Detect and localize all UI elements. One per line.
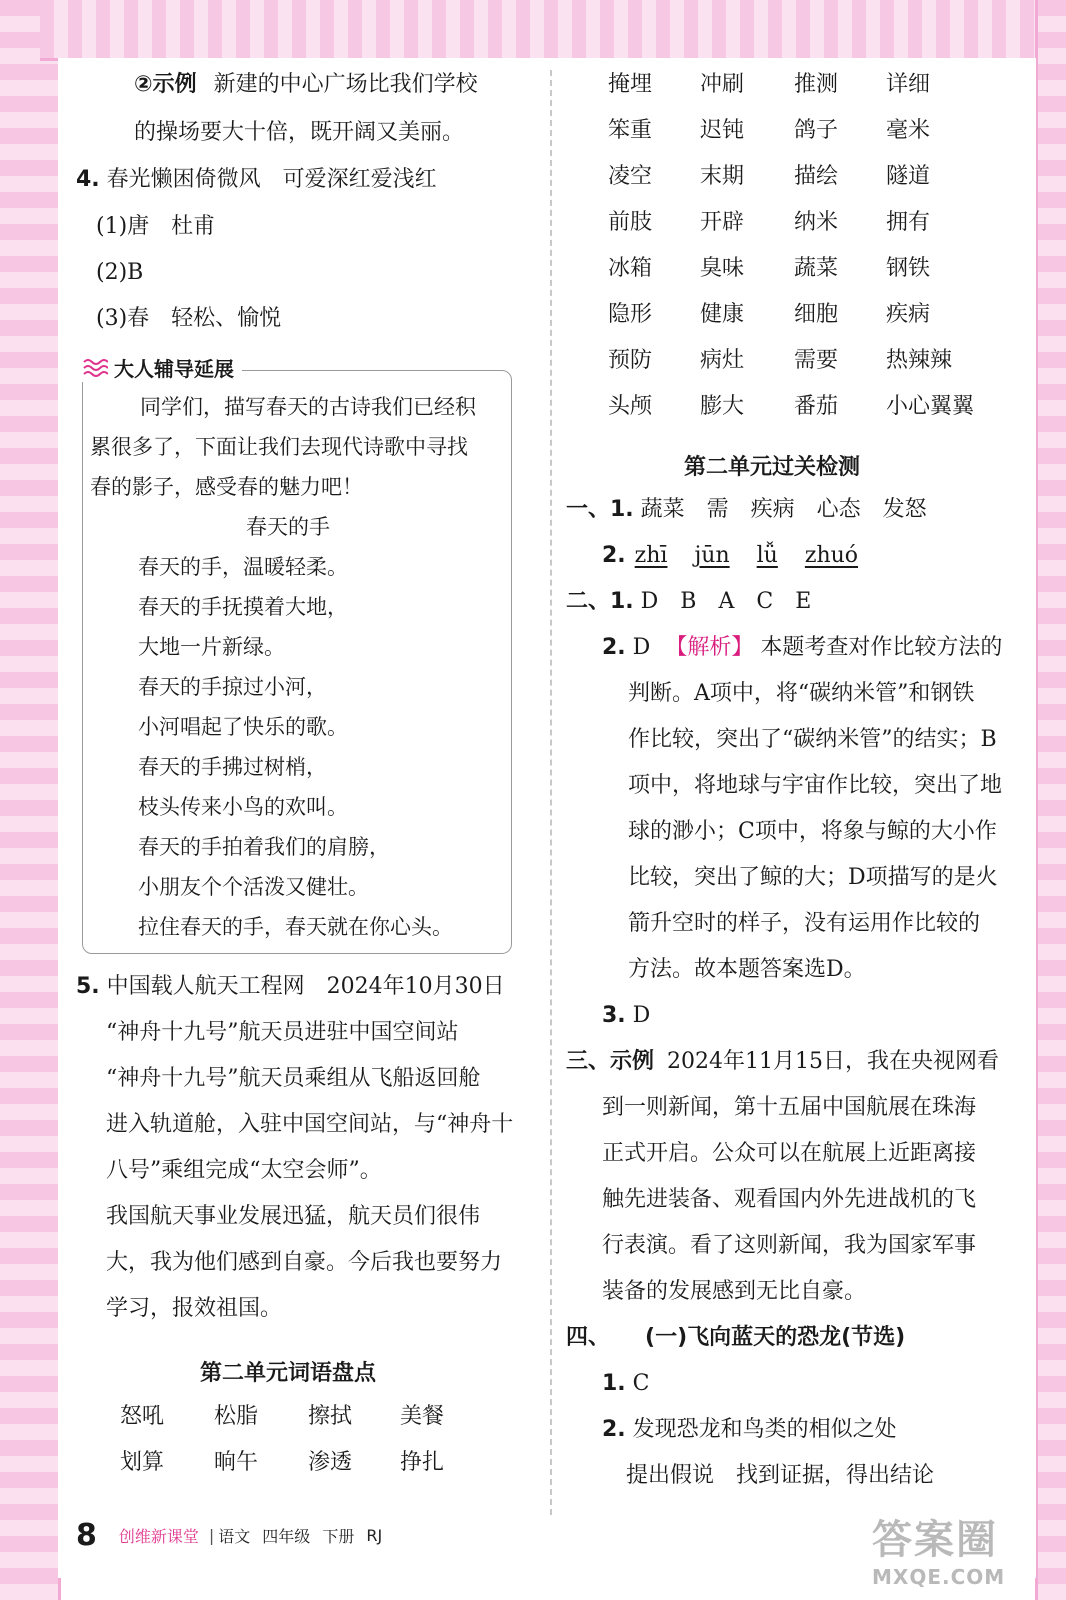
vocab-word: 冰箱 [608, 256, 653, 281]
pinyin: jūn [694, 543, 730, 568]
page-border-right [1035, 0, 1066, 1600]
s1-answer-1: 蔬菜 需 疾病 心态 发怒 [640, 497, 927, 522]
s2-3-label: 3. [602, 1003, 626, 1028]
vocab-word: 晌午 [214, 1450, 259, 1475]
vocab-word: 划算 [120, 1450, 165, 1475]
q5-line: 我国航天事业发展迅猛，航天员们很伟 [106, 1204, 481, 1229]
vocab-section-title: 第二单元词语盘点 [200, 1361, 377, 1386]
vocab-word: 渗透 [308, 1450, 353, 1475]
analysis-line: 球的渺小；C项中，将象与鲸的大小作 [628, 819, 997, 844]
vocab-word: 怒吼 [120, 1404, 165, 1429]
s4-label: 四、 [566, 1325, 611, 1350]
q5-line: 中国载人航天工程网 2024年10月30日 [106, 974, 505, 999]
watermark-logo: 答案圈 [872, 1517, 998, 1563]
s3-line: 装备的发展感到无比自豪。 [602, 1279, 867, 1304]
q5-line: 八号”乘组完成“太空会师”。 [106, 1158, 382, 1183]
vocab-word: 前肢 [608, 210, 653, 235]
analysis-line: 作比较，突出了“碳纳米管”的结实；B [628, 727, 997, 752]
footer-separator: | [208, 1525, 215, 1545]
analysis-line: 比较，突出了鲸的大；D项描写的是火 [628, 865, 998, 890]
guide-title: 大人辅导延展 [114, 356, 234, 381]
s3-line: 到一则新闻，第十五届中国航展在珠海 [602, 1095, 977, 1120]
poem-line: 小朋友个个活泼又健壮。 [138, 875, 369, 899]
guide-intro-line: 累很多了，下面让我们去现代诗歌中寻找 [90, 435, 468, 459]
q4-answer-1: (1)唐 杜甫 [96, 214, 216, 239]
s4-1-label: 1. [602, 1371, 626, 1396]
s2-label: 二、1. [566, 589, 634, 614]
q5-number: 5. [76, 974, 100, 999]
pinyin: lǚ [756, 543, 778, 568]
item2-label: ②示例 [134, 72, 197, 97]
s3-line: 触先进装备、观看国内外先进战机的飞 [602, 1187, 977, 1212]
guide-intro-line: 春的影子，感受春的魅力吧！ [90, 475, 363, 499]
vocab-word: 推测 [794, 72, 839, 97]
column-divider [550, 70, 552, 1515]
brand-name: 创维新课堂 [118, 1526, 199, 1546]
poem-line: 春天的手抚摸着大地， [138, 595, 348, 619]
page-border-left [0, 0, 61, 1600]
s4-1-answer: C [632, 1371, 650, 1396]
vocab-word: 掩埋 [608, 72, 653, 97]
vocab-word: 迟钝 [700, 118, 745, 143]
q4-text: 春光懒困倚微风 可爱深红爱浅红 [106, 167, 437, 192]
s4-2-line2: 提出假说 找到证据，得出结论 [626, 1463, 935, 1488]
analysis-line: 项中，将地球与宇宙作比较，突出了地 [628, 773, 1003, 798]
s1-label: 一、1. [566, 497, 634, 522]
vocab-word: 蔬菜 [794, 256, 839, 281]
vocab-word: 末期 [700, 164, 745, 189]
vocab-word: 健康 [700, 302, 745, 327]
vocab-word: 开辟 [700, 210, 745, 235]
poem-line: 大地一片新绿。 [138, 635, 285, 659]
poem-line: 春天的手拂过树梢， [138, 755, 327, 779]
wave-icon [82, 357, 108, 377]
pinyin: zhī [634, 543, 668, 568]
vocab-word: 需要 [794, 348, 839, 373]
vocab-word: 纳米 [794, 210, 839, 235]
vocab-word: 美餐 [400, 1404, 445, 1429]
page-border-top [40, 0, 1040, 61]
watermark [872, 1508, 1032, 1588]
item2-line2: 的操场要大十倍，既开阔又美丽。 [134, 120, 465, 145]
vocab-word: 拥有 [886, 210, 931, 235]
poem-line: 春天的手掠过小河， [138, 675, 327, 699]
s1-2-label: 2. [602, 543, 626, 568]
analysis-line: 箭升空时的样子，没有运用作比较的 [628, 911, 981, 936]
s4-title: (一)飞向蓝天的恐龙(节选) [645, 1325, 906, 1350]
s2-2-label: 2. [602, 635, 626, 660]
q5-line: 进入轨道舱，入驻中国空间站，与“神舟十 [106, 1112, 514, 1137]
vocab-word: 膨大 [700, 394, 745, 419]
q4-number: 4. [76, 167, 100, 192]
vocab-word: 隐形 [608, 302, 653, 327]
vocab-word: 头颅 [608, 394, 653, 419]
s3-label: 三、示例 [566, 1049, 655, 1074]
vocab-word: 钢铁 [886, 256, 931, 281]
s3-line: 行表演。看了这则新闻，我为国家军事 [602, 1233, 977, 1258]
page-number: 8 [76, 1517, 97, 1553]
s2-answer-1: D B A C E [640, 589, 812, 614]
s2-2-answer: D [632, 635, 651, 660]
vocab-word: 挣扎 [400, 1450, 445, 1475]
vocab-word: 番茄 [794, 394, 839, 419]
q4-answer-3: (3)春 轻松、愉悦 [96, 306, 282, 331]
vocab-word: 松脂 [214, 1404, 259, 1429]
poem-line: 春天的手，温暖轻柔。 [138, 555, 348, 579]
s2-3-answer: D [632, 1003, 651, 1028]
poem-title: 春天的手 [246, 515, 330, 539]
vocab-word: 预防 [608, 348, 653, 373]
poem-line: 拉住春天的手，春天就在你心头。 [138, 915, 453, 939]
vocab-word: 小心翼翼 [886, 394, 975, 419]
q5-line: 学习，报效祖国。 [106, 1296, 283, 1321]
q5-line: “神舟十九号”航天员乘组从飞船返回舱 [106, 1066, 481, 1091]
s3-line: 正式开启。公众可以在航展上近距离接 [602, 1141, 977, 1166]
poem-line: 枝头传来小鸟的欢叫。 [138, 795, 348, 819]
poem-line: 春天的手拍着我们的肩膀， [138, 835, 390, 859]
q5-line: 大，我为他们感到自豪。今后我也要努力 [106, 1250, 503, 1275]
vocab-word: 详细 [886, 72, 931, 97]
test-section-title: 第二单元过关检测 [684, 455, 861, 480]
analysis-line: 本题考查对作比较方法的 [760, 635, 1003, 660]
vocab-word: 臭味 [700, 256, 745, 281]
analysis-line: 判断。A项中，将“碳纳米管”和钢铁 [628, 681, 975, 706]
footer-subject: 语文 [218, 1526, 251, 1546]
vocab-word: 冲刷 [700, 72, 745, 97]
s4-2-answer: 发现恐龙和鸟类的相似之处 [632, 1417, 897, 1442]
vocab-word: 细胞 [794, 302, 839, 327]
vocab-word: 病灶 [700, 348, 745, 373]
vocab-word: 毫米 [886, 118, 931, 143]
footer-grade: 四年级 [262, 1526, 311, 1546]
s4-2-label: 2. [602, 1417, 626, 1442]
analysis-tag: 【解析】 [665, 635, 754, 660]
guide-intro-line: 同学们，描写春天的古诗我们已经积 [140, 395, 476, 419]
vocab-word: 描绘 [794, 164, 839, 189]
footer-term: 下册 [322, 1526, 355, 1546]
s3-line: 2024年11月15日，我在央视网看 [667, 1049, 999, 1074]
vocab-word: 擦拭 [308, 1404, 353, 1429]
vocab-word: 疾病 [886, 302, 931, 327]
vocab-word: 热辣辣 [886, 348, 953, 373]
footer-edition: RJ [366, 1525, 383, 1545]
vocab-word: 笨重 [608, 118, 653, 143]
q4-answer-2: (2)B [96, 260, 144, 285]
vocab-word: 隧道 [886, 164, 931, 189]
watermark-url: MXQE.COM [872, 1565, 1006, 1589]
vocab-word: 凌空 [608, 164, 653, 189]
poem-line: 小河唱起了快乐的歌。 [138, 715, 348, 739]
pinyin: zhuó [804, 543, 859, 568]
q5-line: “神舟十九号”航天员进驻中国空间站 [106, 1020, 459, 1045]
guide-header [82, 352, 242, 382]
item2-line1: 新建的中心广场比我们学校 [213, 72, 478, 97]
analysis-line: 方法。故本题答案选D。 [628, 957, 866, 982]
vocab-word: 鸽子 [794, 118, 839, 143]
page-footer [76, 1515, 394, 1555]
